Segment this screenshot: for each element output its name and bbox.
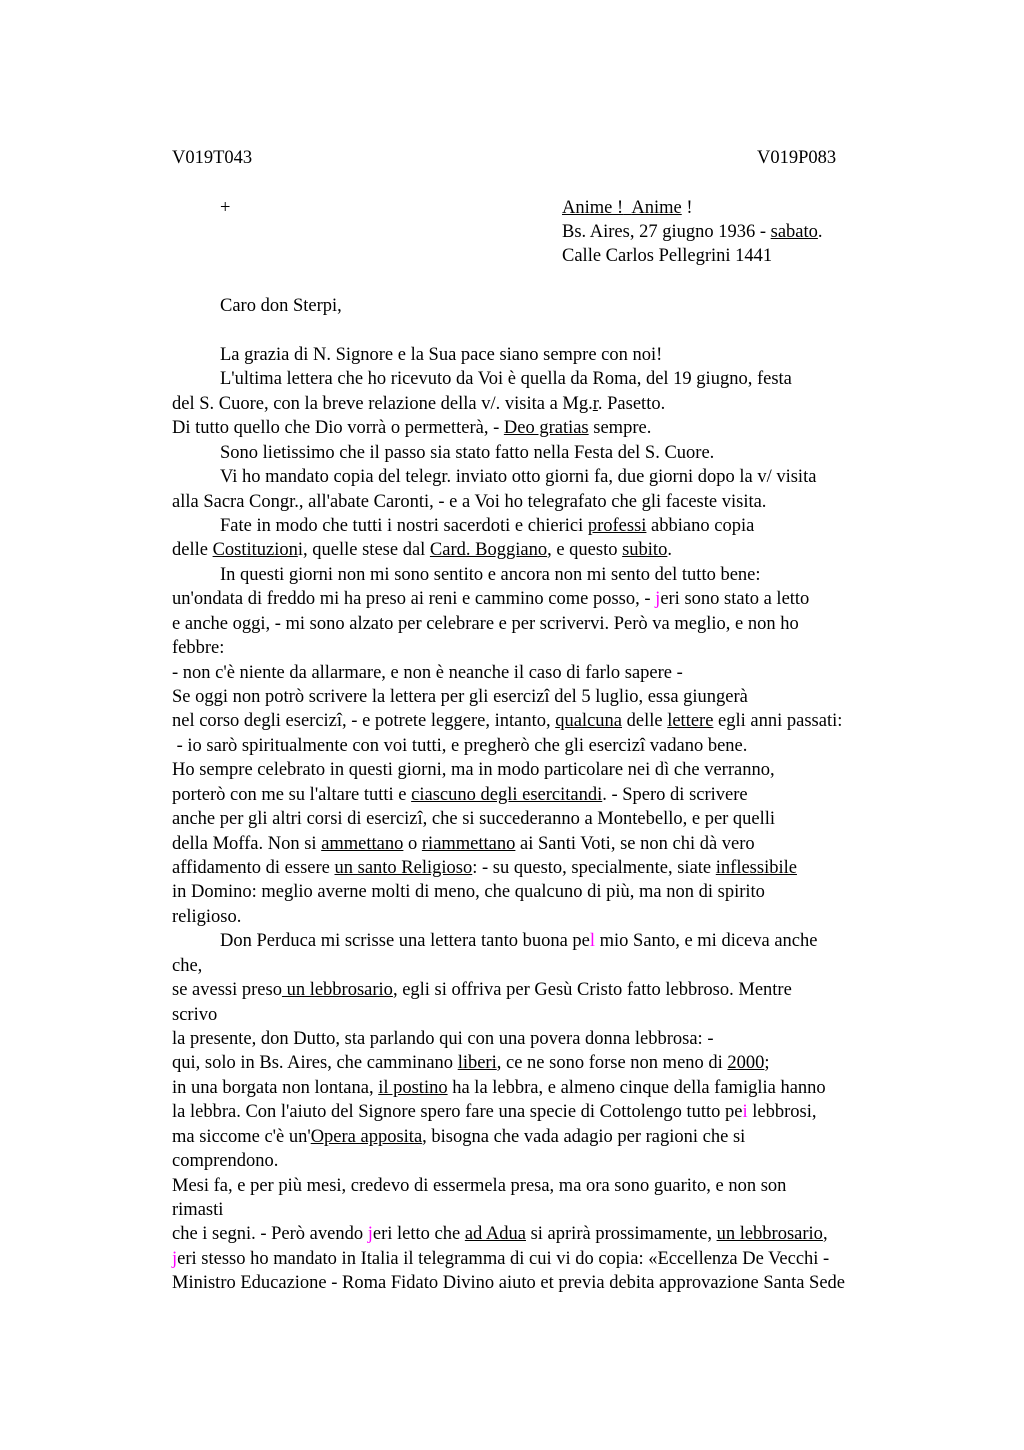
- header-left-code: V019T043: [172, 148, 253, 168]
- body-line: febbre:: [172, 638, 225, 658]
- body-line: Vi ho mandato copia del telegr. inviato otto giorni fa, due giorni dopo la v/ visita: [220, 467, 817, 487]
- body-line: rimasti: [172, 1200, 224, 1220]
- body-line: comprendono.: [172, 1151, 279, 1171]
- body-line: che i segni. - Però avendo jeri letto che ad Adua si aprirà prossimamente, un lebbrosario,: [172, 1224, 828, 1244]
- body-line: della Moffa. Non si ammettano o riammettano ai Santi Voti, se non chi dà vero: [172, 834, 755, 854]
- body-line: L'ultima lettera che ho ricevuto da Voi è quella da Roma, del 19 giugno, festa: [220, 369, 792, 389]
- body-line: scrivo: [172, 1005, 218, 1025]
- body-line: qui, solo in Bs. Aires, che camminano liberi, ce ne sono forse non meno di 2000;: [172, 1053, 770, 1073]
- body-line: nel corso degli esercizî, - e potrete leggere, intanto, qualcuna delle lettere egli anni passati:: [172, 711, 843, 731]
- body-line: porterò con me su l'altare tutti e ciascuno degli esercitandi. - Spero di scrivere: [172, 785, 748, 805]
- body-line: Ministro Educazione - Roma Fidato Divino aiuto et previa debita approvazione Santa Sede: [172, 1273, 846, 1293]
- body-line: Sono lietissimo che il passo sia stato fatto nella Festa del S. Cuore.: [220, 443, 715, 463]
- body-line: la presente, don Dutto, sta parlando qui con una povera donna lebbrosa: -: [172, 1029, 714, 1049]
- body-line: in Domino: meglio averne molti di meno, che qualcuno di più, ma non di spirito: [172, 882, 765, 902]
- body-line: delle Costituzioni, quelle stese dal Card. Boggiano, e questo subito.: [172, 540, 672, 560]
- body-line: la lebbra. Con l'aiuto del Signore spero fare una specie di Cottolengo tutto pei lebbrosi,: [172, 1102, 817, 1122]
- body-line: Ho sempre celebrato in questi giorni, ma in modo particolare nei dì che verranno,: [172, 760, 775, 780]
- body-line: Di tutto quello che Dio vorrà o permetterà, - Deo gratias sempre.: [172, 418, 652, 438]
- address-line: Calle Carlos Pellegrini 1441: [562, 246, 773, 266]
- motto-anime-2: Anime: [631, 198, 682, 218]
- body-line: In questi giorni non mi sono sentito e ancora non mi sento del tutto bene:: [220, 565, 761, 585]
- body-line: Se oggi non potrò scrivere la lettera per gli esercizî del 5 luglio, essa giungerà: [172, 687, 748, 707]
- body-line: se avessi preso un lebbrosario, egli si offriva per Gesù Cristo fatto lebbroso. Mentre: [172, 980, 792, 1000]
- body-line: affidamento di essere un santo Religioso: - su questo, specialmente, siate inflessibile: [172, 858, 797, 878]
- body-line: alla Sacra Congr., all'abate Caronti, - e a Voi ho telegrafato che gli faceste visita.: [172, 492, 767, 512]
- body-line: in una borgata non lontana, il postino ha la lebbra, e almeno cinque della famiglia hanno: [172, 1078, 826, 1098]
- body-line: La grazia di N. Signore e la Sua pace siano sempre con noi!: [220, 345, 663, 365]
- motto-anime-1: Anime !: [562, 198, 624, 218]
- body-line: Fate in modo che tutti i nostri sacerdoti e chierici professi abbiano copia: [220, 516, 755, 536]
- salutation: Caro don Sterpi,: [220, 296, 342, 316]
- body-line: Don Perduca mi scrisse una lettera tanto buona pel mio Santo, e mi diceva anche: [220, 931, 818, 951]
- body-line: - non c'è niente da allarmare, e non è neanche il caso di farlo sapere -: [172, 663, 683, 683]
- date-line: Bs. Aires, 27 giugno 1936 - sabato.: [562, 222, 823, 242]
- body-line: un'ondata di freddo mi ha preso ai reni e cammino come posso, - jeri sono stato a letto: [172, 589, 810, 609]
- body-line: religioso.: [172, 907, 242, 927]
- motto-line: Anime ! Anime !: [562, 198, 693, 218]
- body-line: anche per gli altri corsi di esercizî, che si succederanno a Montebello, e per quelli: [172, 809, 776, 829]
- date-day: sabato: [770, 222, 818, 242]
- body-line: che,: [172, 956, 203, 976]
- body-line: e anche oggi, - mi sono alzato per celebrare e per scrivervi. Però va meglio, e non ho: [172, 614, 799, 634]
- body-line: del S. Cuore, con la breve relazione della v/. visita a Mg.r. Pasetto.: [172, 394, 666, 414]
- cross-symbol: +: [220, 198, 231, 218]
- body-line: - io sarò spiritualmente con voi tutti, e pregherò che gli esercizî vadano bene.: [172, 736, 748, 756]
- body-line: Mesi fa, e per più mesi, credevo di essermela presa, ma ora sono guarito, e non son: [172, 1176, 787, 1196]
- body-line: jeri stesso ho mandato in Italia il telegramma di cui vi do copia: «Eccellenza De Vecchi -: [172, 1249, 830, 1269]
- header-right-code: V019P083: [757, 148, 837, 168]
- body-line: ma siccome c'è un'Opera apposita, bisogna che vada adagio per ragioni che si: [172, 1127, 746, 1147]
